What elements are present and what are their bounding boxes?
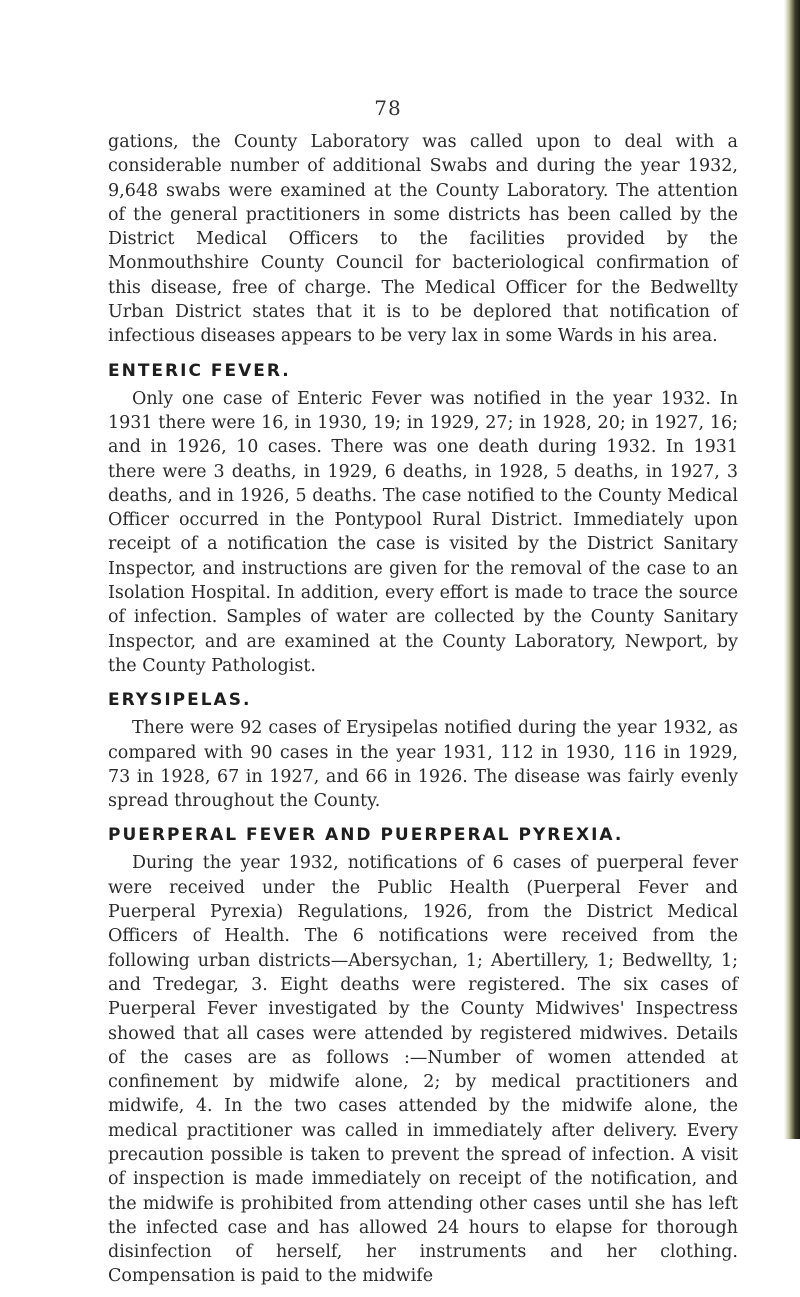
section-heading-enteric-fever: ENTERIC FEVER. (108, 360, 291, 381)
section-heading-puerperal-fever: PUERPERAL FEVER AND PUERPERAL PYREXIA. (108, 825, 624, 846)
section-heading-erysipelas: ERYSIPELAS. (108, 690, 252, 711)
erysipelas-paragraph: There were 92 cases of Erysipelas notified during the year 1932, as compared with 90 cases in the year 1931, 112 in 1930, 116 in 1929, 73 in 1928, 67 in 1927, and 66 in 1926. The disease was fairly evenly spread throughout the County. (108, 718, 738, 812)
section-erysipelas (108, 690, 738, 813)
section-puerperal-fever (108, 825, 738, 1288)
page-edge-shadow (784, 0, 800, 1139)
puerperal-fever-paragraph: During the year 1932, notifications of 6 cases of puerperal fever were received under the Public Health (Puerperal Fever and Puerperal Pyrexia) Regulations, 1926, from the District Medical Officers of Health. The 6 notifications were received from the following urban districts—Abersychan, 1; Abertillery, 1; Bedwellty, 1; and Tredegar, 3. Eight deaths were registered. The six cases of Puerperal Fever investigated by the County Midwives' Inspectress showed that all cases were attended by registered midwives. Details of the cases are as follows :—Number of women attended at confinement by midwife alone, 2; by medical practitioners and midwife, 4. In the two cases attended by the midwife alone, the medical practitioner was called in immediately after delivery. Every precaution possible is taken to prevent the spread of infection. A visit of inspection is made immediately on receipt of the notification, and the midwife is prohibited from attending other cases until she has left the infected case and has allowed 24 hours to elapse for thorough disinfection of herself, her instruments and her clothing. Compensation is paid to the midwife (108, 853, 738, 1287)
enteric-fever-paragraph: Only one case of Enteric Fever was notified in the year 1932. In 1931 there were 16, in 1930, 19; in 1929, 27; in 1928, 20; in 1927, 16; and in 1926, 10 cases. There was one death during 1932. In 1931 there were 3 deaths, in 1929, 6 deaths, in 1928, 5 deaths, in 1927, 3 deaths, and in 1926, 5 deaths. The case notified to the County Medical Officer occurred in the Pontypool Rural District. Immediately upon receipt of a notification the case is visited by the District Sanitary Inspector, and instructions are given for the removal of the case to an Isolation Hospital. In addition, every effort is made to trace the source of infection. Samples of water are collected by the County Sanitary Inspector, and are examined at the County Laboratory, Newport, by the County Pathologist. (108, 388, 738, 676)
section-enteric-fever (108, 361, 738, 679)
intro-paragraph: gations, the County Laboratory was called upon to deal with a considerable number of additional Swabs and during the year 1932, 9,648 swabs were examined at the County Laboratory. The attention of the general practitioners in some districts has been called by the District Medical Officers to the facilities provided by the Monmouthshire County Council for bacteriological confirmation of this disease, free of charge. The Medical Officer for the Bedwellty Urban District states that it is to be deplored that notification of infectious diseases appears to be very lax in some Wards in his area. (108, 132, 738, 347)
page-number: 78 (374, 96, 402, 120)
intro-section (108, 130, 738, 349)
document-body (108, 130, 738, 1297)
